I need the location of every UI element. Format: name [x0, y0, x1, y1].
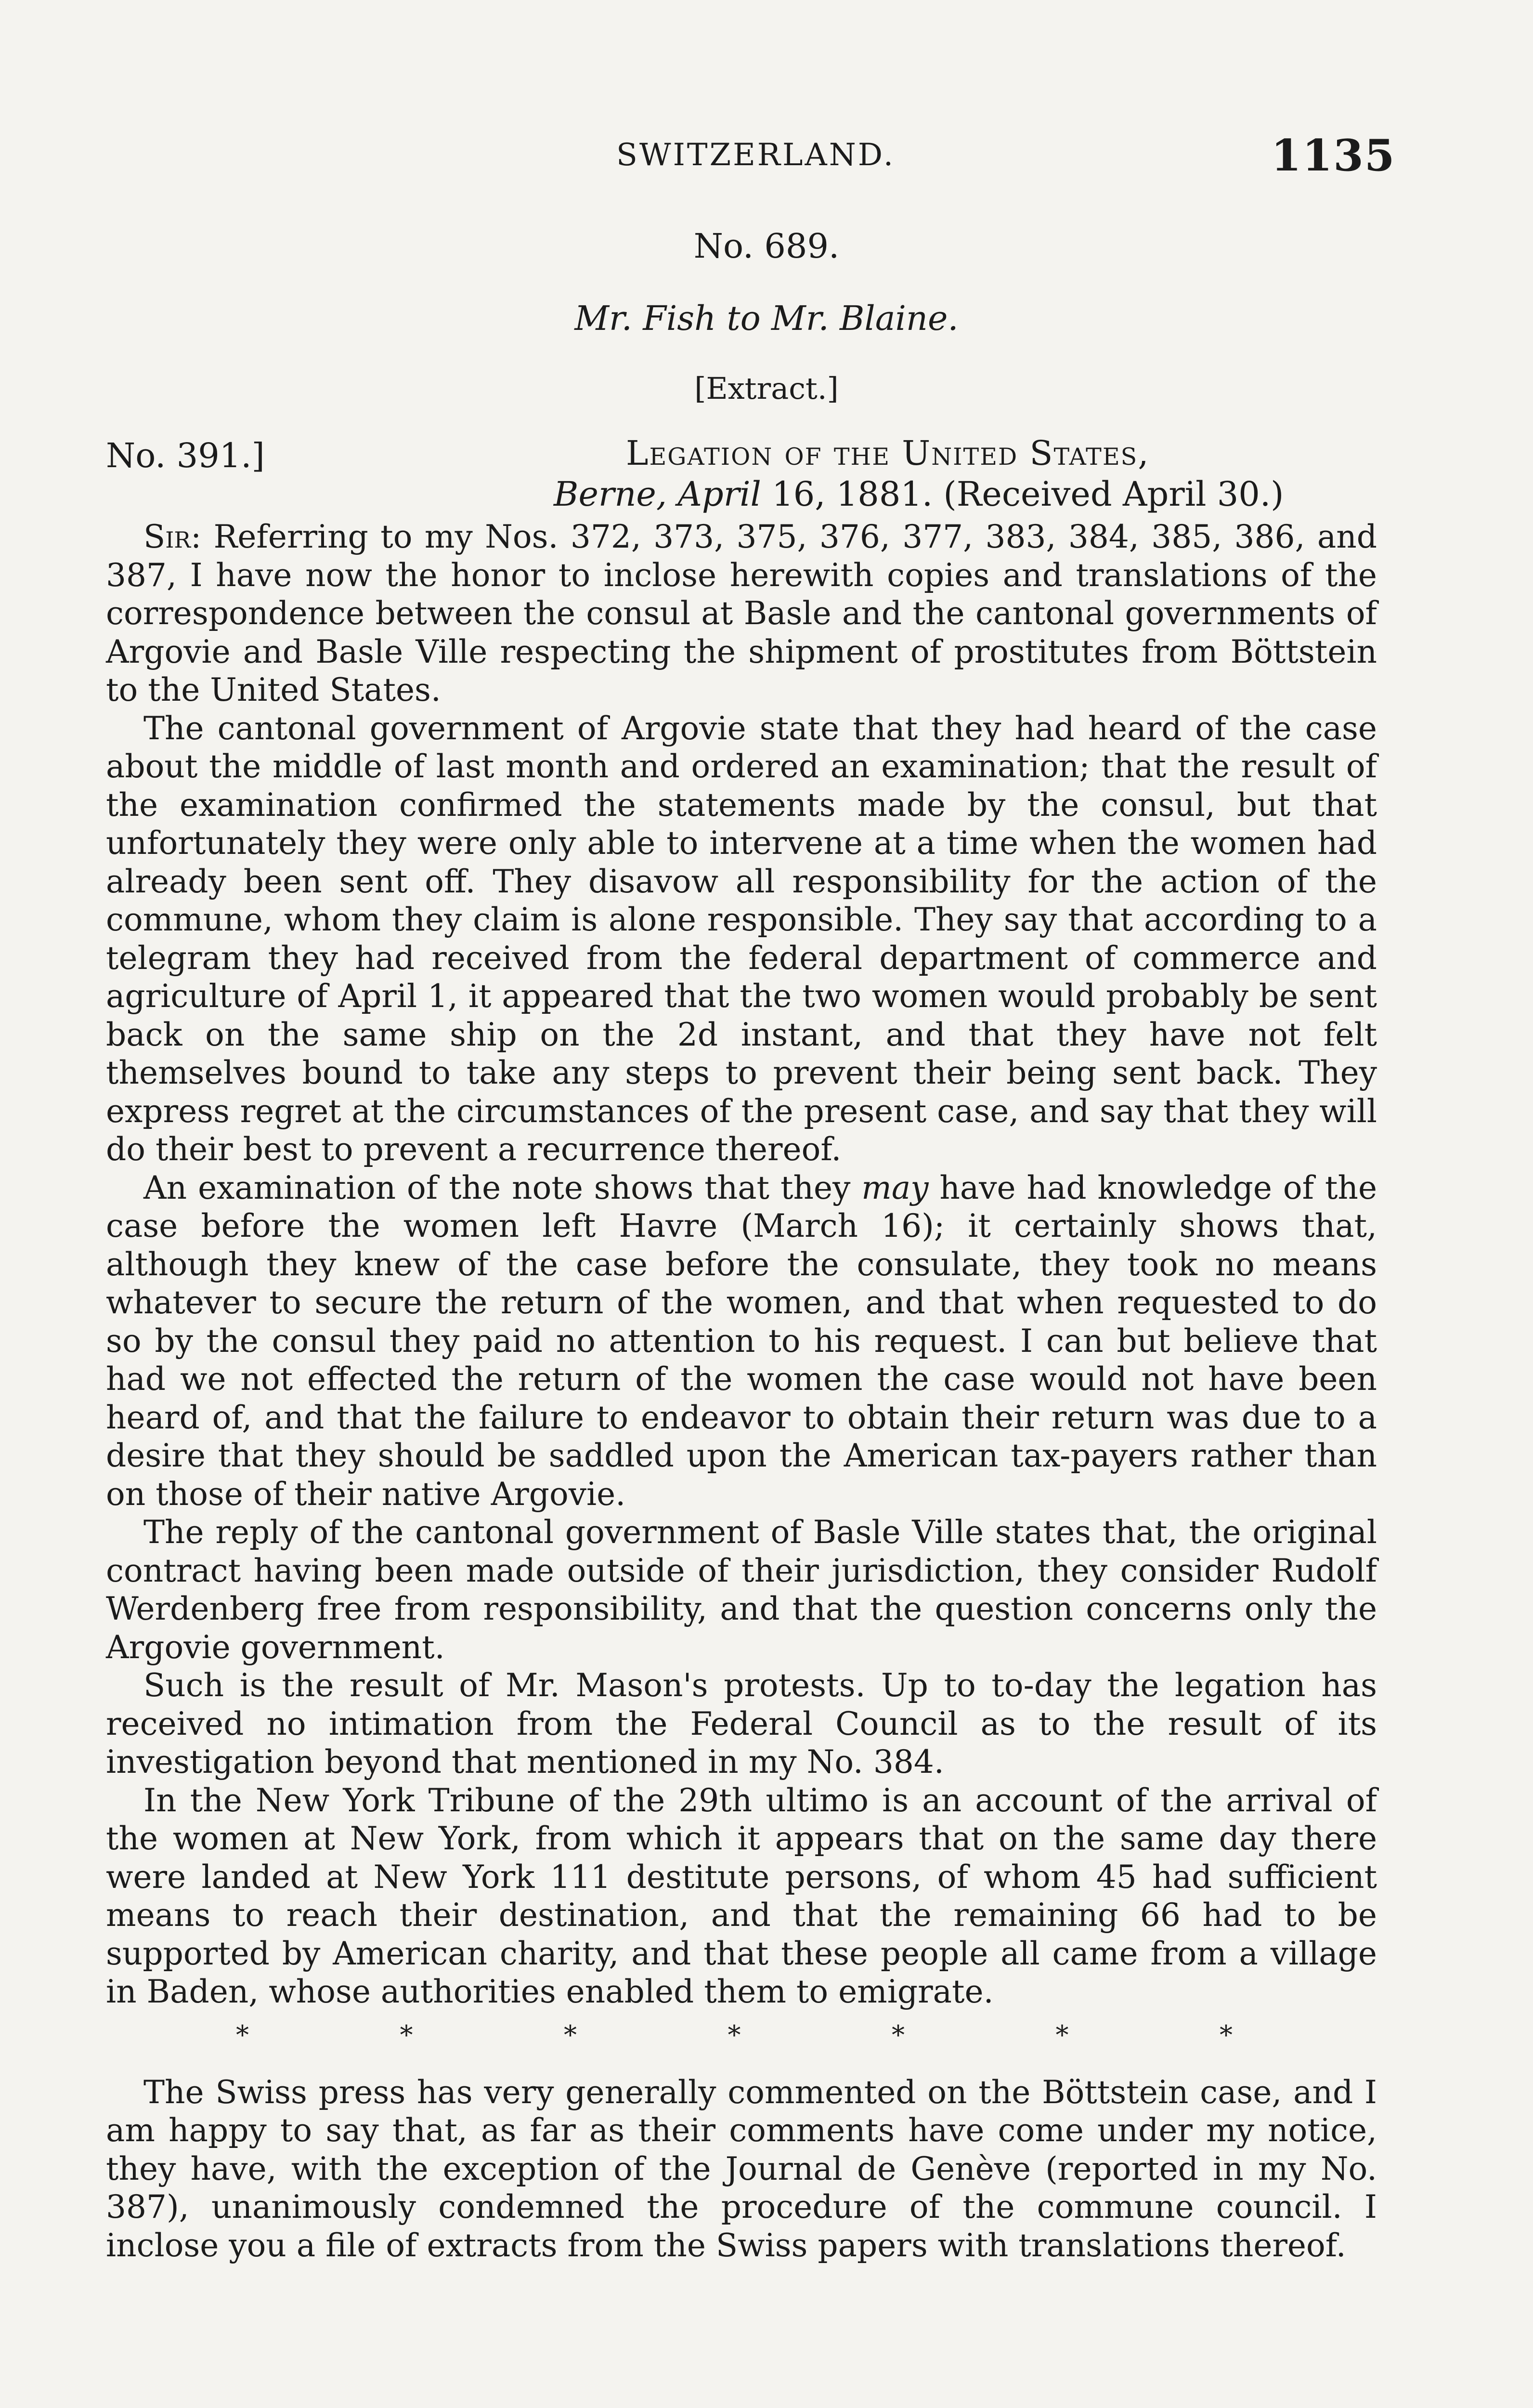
star: *: [564, 2019, 577, 2050]
paragraph-3: [106, 1169, 1377, 1514]
paragraph-1-text: Referring to my Nos. 372, 373, 375, 376, 377, 383, 384, 385, 386, and 387, I have now the honor to inclose herewith copies and translations of the correspondence between the consul at Basle and the cantonal governments of Argovie and Basle Ville respecting the shipment of prostitutes from Böttstein to the United States.: [106, 518, 1377, 708]
despatch-number: No. 391.]: [106, 436, 265, 475]
omission-stars: [106, 2011, 1377, 2073]
paragraph-4: The reply of the cantonal government of Basle Ville states that, the original contract having been made outside of their jurisdiction, they consider Rudolf Werdenberg free from responsibility, and that the question concerns only the Argovie government.: [106, 1514, 1377, 1666]
paragraph-2: The cantonal government of Argovie state that they had heard of the case about the middle of last month and ordered an examination; that the result of the examination confirmed the statements made by the consul, but that unfortunately they were only able to intervene at a time when the women had already been sent off. They disavow all responsibility for the action of the commune, whom they claim is alone responsible. They say that according to a telegram they had received from the federal department of commerce and agriculture of April 1, it appeared that the two women would probably be sent back on the same ship on the 2d instant, and that they have not felt themselves bound to take any steps to prevent their being sent back. They express regret at the circumstances of the present case, and say that they will do their best to prevent a recurrence thereof.: [106, 709, 1377, 1168]
paragraph-5: Such is the result of Mr. Mason's protests. Up to to-day the legation has received no intimation from the Federal Council as to the result of its investigation beyond that mentioned in my No. 384.: [106, 1667, 1377, 1780]
paragraph-6: In the New York Tribune of the 29th ultimo is an account of the arrival of the women at New York, from which it appears that on the same day there were landed at New York 111 destitute persons, of whom 45 had sufficient means to reach their destination, and that the remaining 66 had to be supported by American charity, and that these people all came from a village in Baden, whose authorities enabled them to emigrate.: [106, 1781, 1377, 2010]
legation-heading: Legation of the United States,: [626, 433, 1150, 473]
star: *: [1220, 2019, 1233, 2050]
paragraph-3-text-a: An examination of the note shows that they: [143, 1169, 862, 1206]
paragraph-3-text-b: have had knowledge of the case before the women left Havre (March 16); it certainly shows that, although they knew of the case before the consulate, they took no means whatever to secure the return of the women, and that when requested to do so by the consul they paid no attention to his request. I can but believe that had we not effected the return of the women the case would not have been heard of, and that the failure to endeavor to obtain their return was due to a desire that they should be saddled upon the American tax-payers rather than on those of their native Argovie.: [106, 1169, 1377, 1513]
extract-note: [Extract.]: [694, 371, 839, 406]
paragraph-7: The Swiss press has very generally commented on the Böttstein case, and I am happy to say that, as far as their comments have come under my notice, they have, with the exception of the Journal de Genève (reported in my No. 387), unanimously condemned the procedure of the commune council. I inclose you a file of extracts from the Swiss papers with translations thereof.: [106, 2073, 1377, 2264]
dateline: [554, 474, 1284, 514]
star: *: [892, 2019, 905, 2050]
star: *: [400, 2019, 413, 2050]
star: *: [1055, 2019, 1069, 2050]
star: *: [236, 2019, 249, 2050]
running-head: SWITZERLAND.: [616, 137, 896, 173]
dateline-place: Berne, April: [554, 474, 761, 514]
paragraph-1: [106, 518, 1377, 709]
page-number: 1135: [1271, 130, 1396, 181]
letter-body: [106, 518, 1377, 2264]
paragraph-3-emphasis: may: [861, 1169, 929, 1206]
document-title: Mr. Fish to Mr. Blaine.: [574, 299, 959, 338]
salutation: Sir:: [143, 518, 202, 555]
dateline-date: 16, 1881. (Received April 30.): [761, 474, 1284, 514]
document-number: No. 689.: [693, 226, 840, 266]
star: *: [728, 2019, 741, 2050]
